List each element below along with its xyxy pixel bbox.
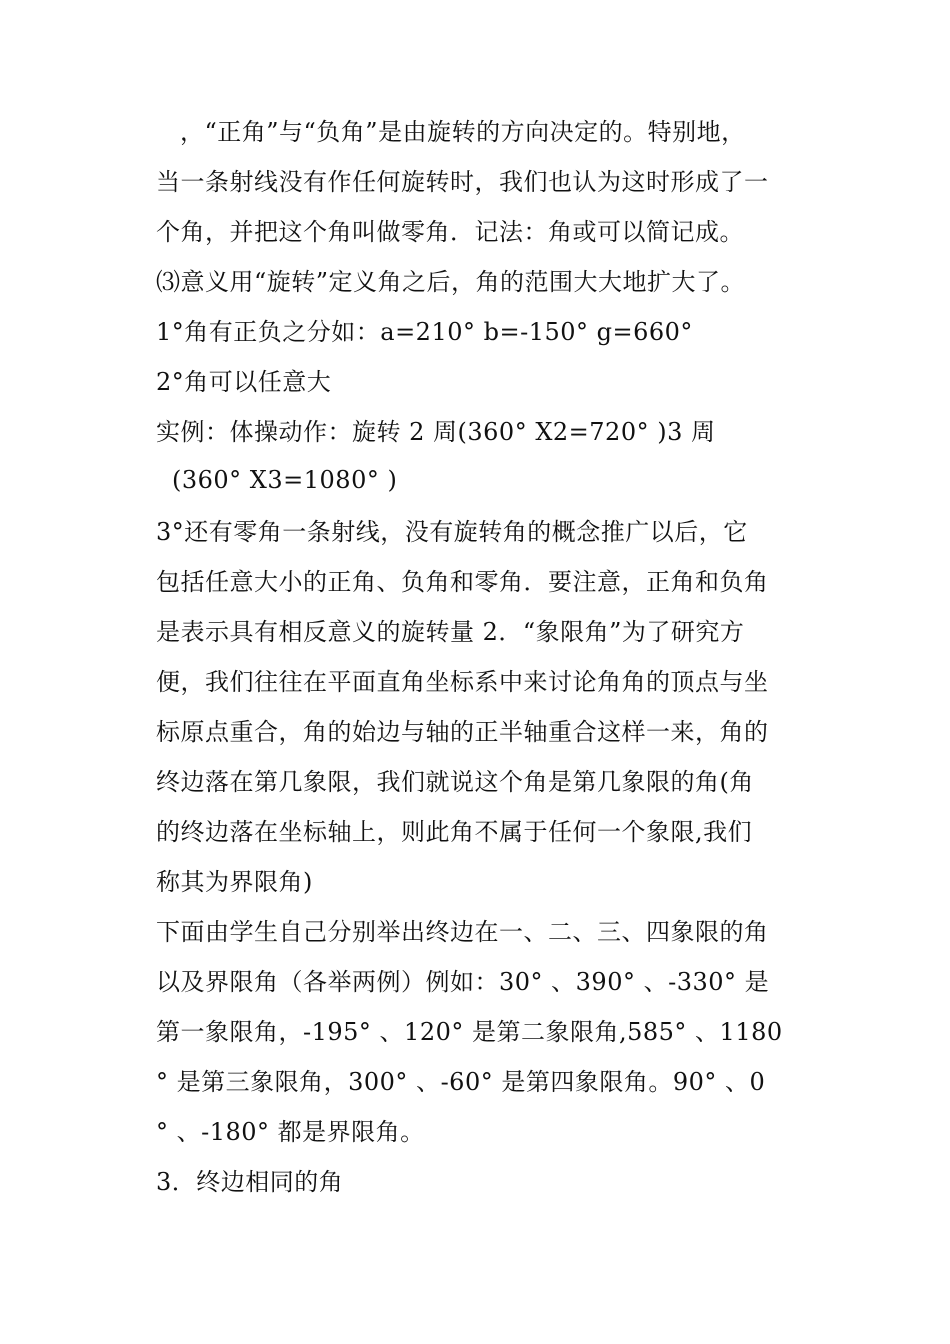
text-line: 个角，并把这个角叫做零角．记法：角或可以简记成。 — [156, 218, 744, 246]
text-line: 的终边落在坐标轴上，则此角不属于任何一个象限,我们 — [156, 818, 753, 846]
text-line: 实例：体操动作：旋转 2 周(360° X2=720° )3 周 — [156, 418, 716, 446]
text-line: 称其为界限角) — [156, 868, 313, 896]
text-line: 1°角有正负之分如：a=210° b=-150° g=660° — [156, 318, 693, 346]
text-line: 是表示具有相反意义的旋转量 2．“象限角”为了研究方 — [156, 618, 745, 646]
text-line: 便，我们往往在平面直角坐标系中来讨论角角的顶点与坐 — [156, 668, 769, 696]
text-line: 当一条射线没有作任何旋转时，我们也认为这时形成了一 — [156, 168, 769, 196]
text-line: ° 、-180° 都是界限角。 — [156, 1118, 425, 1146]
text-line: 2°角可以任意大 — [156, 368, 332, 396]
text-line: 包括任意大小的正角、负角和零角．要注意，正角和负角 — [156, 568, 769, 596]
text-line: (360° X3=1080° ) — [172, 466, 398, 494]
text-line: 3°还有零角一条射线，没有旋转角的概念推广以后，它 — [156, 518, 748, 546]
text-line: ⑶意义用“旋转”定义角之后，角的范围大大地扩大了。 — [156, 268, 746, 296]
text-line: 第一象限角，-195° 、120° 是第二象限角,585° 、1180 — [156, 1018, 783, 1046]
text-line: ° 是第三象限角，300° 、-60° 是第四象限角。90° 、0 — [156, 1068, 766, 1096]
text-line: 3．终边相同的角 — [156, 1168, 344, 1196]
text-line: 标原点重合，角的始边与轴的正半轴重合这样一来，角的 — [156, 718, 769, 746]
text-line: 下面由学生自己分别举出终边在一、二、三、四象限的角 — [156, 918, 769, 946]
text-line: ，“正角”与“负角”是由旋转的方向决定的。特别地， — [180, 118, 746, 146]
text-line: 终边落在第几象限，我们就说这个角是第几象限的角(角 — [156, 768, 754, 796]
text-line: 以及界限角（各举两例）例如：30° 、390° 、-330° 是 — [156, 968, 770, 996]
